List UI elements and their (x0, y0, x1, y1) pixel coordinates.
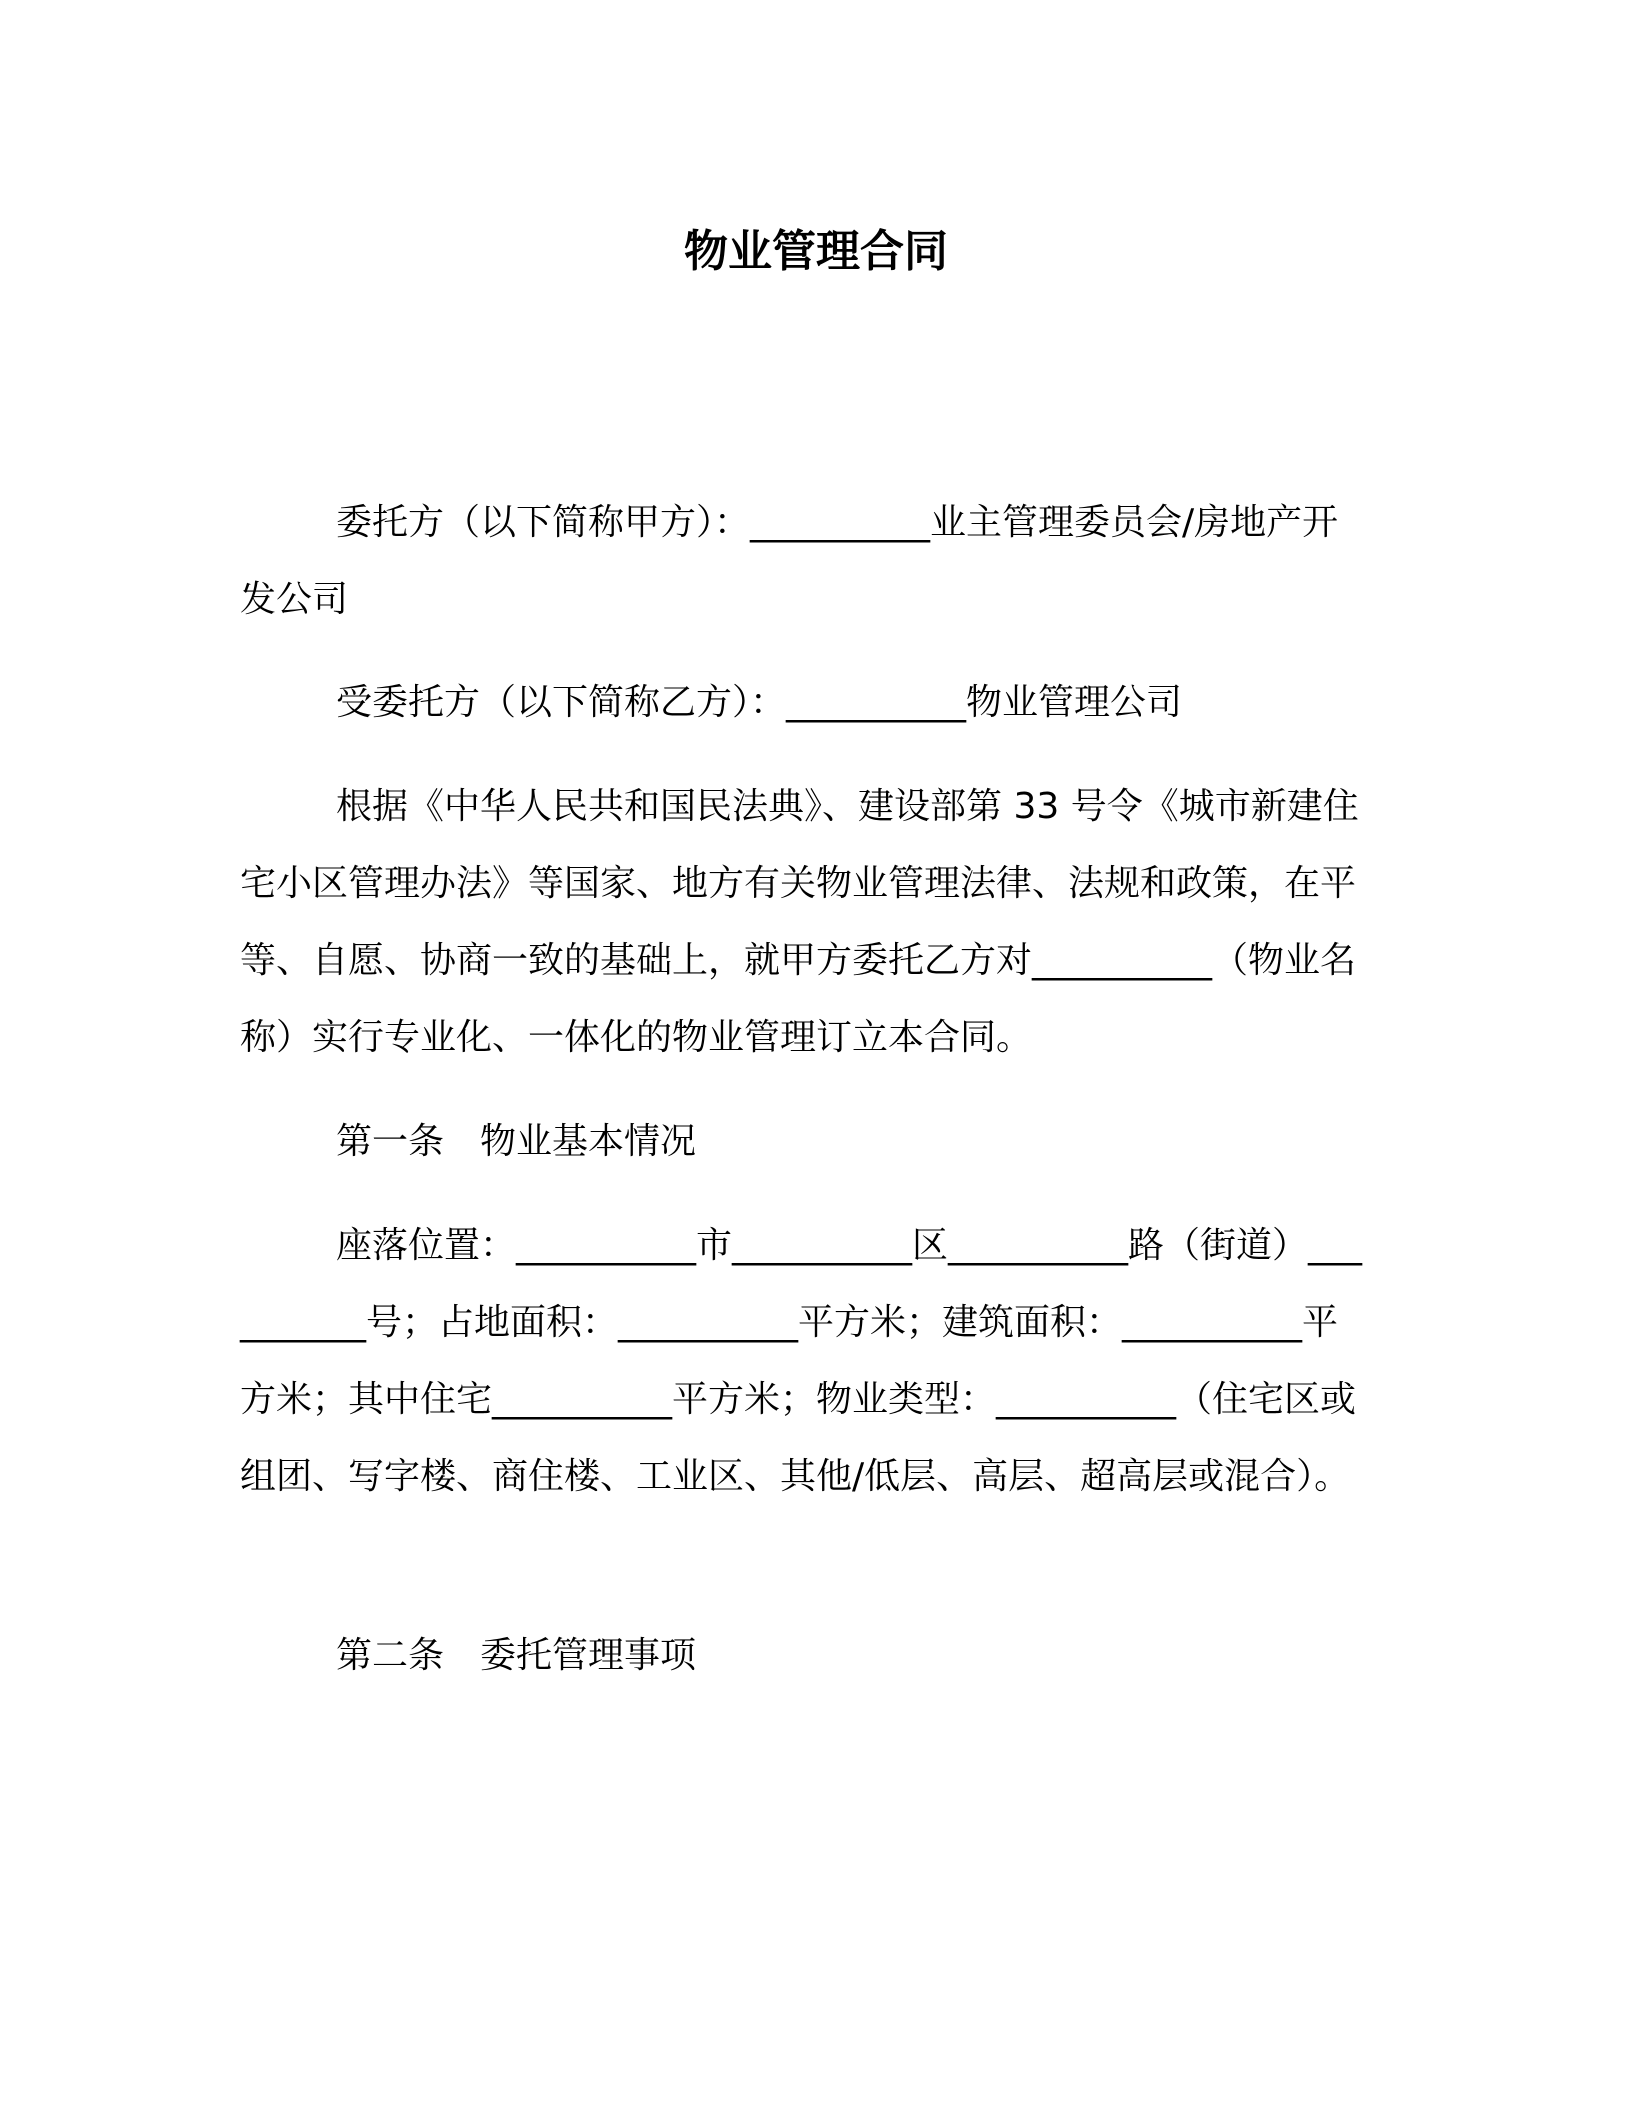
article-2-heading: 第二条 委托管理事项 (336, 1635, 697, 1676)
property-details-paragraph: 座落位置：__________市__________区__________路（街道）__________号；占地面积：__________平方米；建筑面积：__________平方米；其中住宅__________平方米；物业类型：__________（住宅区或组团、写字楼、商住楼、工业区、其他/低层、高层、超高层或混合）。 (240, 1225, 1363, 1497)
document-title: 物业管理合同 (684, 226, 948, 277)
article-1-heading: 第一条 物业基本情况 (336, 1121, 697, 1162)
legal-basis-paragraph: 根据《中华人民共和国民法典》、建设部第 33 号令《城市新建住宅小区管理办法》等国家、地方有关物业管理法律、法规和政策，在平等、自愿、协商一致的基础上，就甲方委托乙方对__________（物业名称）实行专业化、一体化的物业管理订立本合同。 (240, 786, 1359, 1058)
entrusting-party-paragraph: 委托方（以下简称甲方）：__________业主管理委员会/房地产开发公司 (240, 502, 1339, 620)
entrusted-party-paragraph: 受委托方（以下简称乙方）：__________物业管理公司 (336, 682, 1183, 723)
